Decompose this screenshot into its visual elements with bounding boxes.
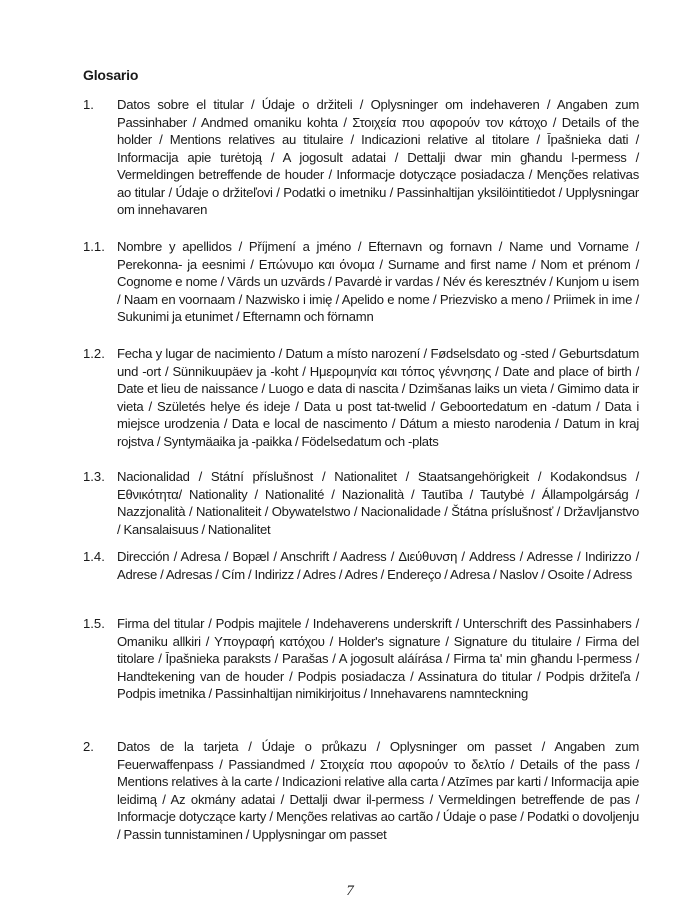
glossary-entry-1-1 (83, 238, 639, 326)
entry-text: Firma del titular / Podpis majitele / Indehaverens underskrift / Unterschrift des Passinhabers / Omaniku allkiri / Υπογραφή κατόχου / Holder's signature / Signature du titulaire / Firma del titolare / Īpašnieka paraksts / Parašas / A jogosult aláírása / Firma ta' min għandu l-permess / Handtekening van de houder / Podpis posiadacza / Assinatura do titular / Podpis držiteľa / Podpis imetnika / Passinhaltijan nimikirjoitus / Innehavarens namnteckning (117, 616, 639, 701)
glossary-entry-1-2 (83, 345, 639, 450)
entry-number: 1.2. (83, 346, 105, 361)
glossary-heading: Glosario (83, 67, 139, 83)
entry-number: 1.5. (83, 616, 105, 631)
entry-number: 2. (83, 739, 94, 754)
entry-text: Datos de la tarjeta / Údaje o průkazu / Oplysninger om passet / Angaben zum Feuerwaffenpass / Passiandmed / Στοιχεία που αφορούν το δελτίο / Details of the pass / Mentions relatives à la carte / Indicazioni relative alla carta / Atzīmes par karti / Informacija apie leidimą / Az okmány adatai / Dettalji dwar il-permess / Vermeldingen betreffende de pas / Informacje dotyczące karty / Menções relativas ao cartão / Údaje o pase / Podatki o dovoljenju / Passin tunnistaminen / Upplysningar om passet (117, 739, 639, 842)
entry-number: 1.4. (83, 549, 105, 564)
entry-text: Nombre y apellidos / Příjmení a jméno / Efternavn og fornavn / Name und Vorname / Perekonna- ja eesnimi / Επώνυμο και όνομα / Surname and first name / Nom et prénom / Cognome e nome / Vārds un uzvārds / Pavardė ir vardas / Név és keresztnév / Kunjom u isem / Naam en voornaam / Nazwisko i imię / Apelido e nome / Priezvisko a meno / Priimek in ime / Sukunimi ja etunimet / Efternamn och förnamn (117, 239, 639, 324)
entry-number: 1. (83, 97, 94, 112)
entry-text: Nacionalidad / Státní příslušnost / Nationalitet / Staatsangehörigkeit / Kodakondsus / Εθνικότητα/ Nationality / Nationalité / Nazionalità / Tautība / Tautybė / Állampolgárság / Nazzjonalità / Nationaliteit / Obywatelstwo / Nacionalidade / Štátna príslušnosť / Državljanstvo / Kansalaisuus / Nationalitet (117, 469, 639, 537)
entry-number: 1.1. (83, 239, 105, 254)
glossary-entry-1-3 (83, 468, 639, 538)
entry-number: 1.3. (83, 469, 105, 484)
entry-text: Datos sobre el titular / Údaje o držiteli / Oplysninger om indehaveren / Angaben zum Passinhaber / Andmed omaniku kohta / Στοιχεία που αφορούν τον κάτοχο / Details of the holder / Mentions relatives au titulaire / Indicazioni relative al titolare / Īpašnieka dati / Informacija apie turėtoją / A jogosult adatai / Dettalji dwar min għandu l-permess / Vermeldingen betreffende de houder / Informacje dotyczące posiadacza / Menções relativas ao titular / Údaje o držiteľovi / Podatki o imetniku / Passinhaltijan yksilöintitiedot / Upplysningar om innehavaren (117, 97, 639, 217)
glossary-entry-2 (83, 738, 639, 843)
page-number: 7 (346, 883, 354, 899)
glossary-entry-1 (83, 96, 639, 219)
glossary-entry-1-5 (83, 615, 639, 703)
entry-text: Dirección / Adresa / Bopæl / Anschrift / Aadress / Διεύθυνση / Address / Adresse / Indirizzo / Adrese / Adresas / Cím / Indirizz / Adres / Adres / Endereço / Adresa / Naslov / Osoite / Adress (117, 549, 639, 582)
entry-text: Fecha y lugar de nacimiento / Datum a místo narození / Fødselsdato og -sted / Geburtsdatum und -ort / Sünnikuupäev ja -koht / Ημερομηνία και τόπος γέννησης / Date and place of birth / Date et lieu de naissance / Luogo e data di nascita / Dzimšanas laiks un vieta / Gimimo data ir vieta / Születés helye és ideje / Data u post tat-twelid / Geboortedatum en -datum / Data i miejsce urodzenia / Data e local de nascimento / Dátum a miesto narodenia / Datum in kraj rojstva / Syntymäaika ja -paikka / Födelsedatum och -plats (117, 346, 639, 449)
glossary-entry-1-4 (83, 548, 639, 583)
